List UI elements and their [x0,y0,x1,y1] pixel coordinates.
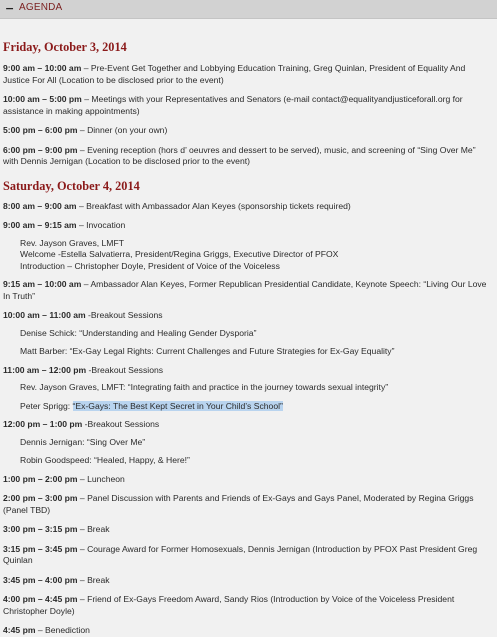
speaker-line [20,401,493,413]
entry-time: 1:00 pm – 2:00 pm [3,473,78,484]
entry-text: – Meetings with your Representatives and Senators (e-mail contact@equalityandjusticeforall.org for assistance in making appointments) [3,94,463,116]
entry-text: – Friend of Ex-Gays Freedom Award, Sandy Rios (Introduction by Voice of the Voiceless President Christopher Doyle) [3,594,455,616]
entry-text: – Invocation [76,220,126,230]
agenda-entry [3,524,493,536]
entry-time: 3:45 pm – 4:00 pm [3,574,78,585]
entry-text: – Courage Award for Former Homosexuals, Dennis Jernigan (Introduction by PFOX Past President Greg Quinlan [3,543,478,565]
agenda-entry [3,474,493,486]
entry-time: 10:00 am – 5:00 pm [3,94,82,104]
agenda-entry [3,94,493,117]
agenda-entry [3,575,493,587]
agenda-entry [3,419,493,431]
speaker-line: Matt Barber: “Ex-Gay Legal Rights: Current Challenges and Future Strategies for Ex-Gay Equality” [20,346,395,356]
minus-icon[interactable]: − [5,2,15,15]
agenda-entry [3,279,493,302]
entry-time: 3:15 pm – 3:45 pm [3,543,78,554]
entry-time: 2:00 pm – 3:00 pm [3,493,78,503]
entry-text: – Dinner (on your own) [77,125,168,135]
entry-text: – Benediction [35,625,90,635]
speaker-line: Rev. Jayson Graves, LMFT [20,237,124,248]
agenda-entry [3,125,493,137]
entry-time: 9:00 am – 10:00 am [3,63,82,73]
entry-text: -Breakout Sessions [85,310,163,320]
agenda-content [0,19,497,635]
entry-text: – Pre-Event Get Together and Lobbying Education Training, Greg Quinlan, President of Equality And Justice For All (Location to be disclosed prior to the event) [3,63,466,85]
agenda-entry [3,310,493,322]
agenda-title: AGENDA [19,2,63,13]
speaker-line: Robin Goodspeed: “Healed, Happy, & Here!” [20,455,190,465]
entry-text: – Luncheon [77,473,125,484]
agenda-entry [3,63,493,86]
agenda-entry [3,493,493,516]
entry-time: 9:00 am – 9:15 am [3,220,77,230]
entry-text: – Ambassador Alan Keyes, Former Republican Presidential Candidate, Keynote Speech: “Living Our Love In Truth” [3,279,487,301]
agenda-entry [3,594,493,617]
entry-time: 11:00 am – 12:00 pm [3,364,87,375]
speaker-line: Welcome -Estella Salvatierra, President/Regina Griggs, Executive Director of PFOX [20,249,339,259]
agenda-entry [3,625,493,637]
speaker-line: Introduction – Christopher Doyle, President of Voice of the Voiceless [20,260,280,271]
entry-time: 10:00 am – 11:00 am [3,310,86,320]
entry-time: 4:45 pm [3,625,36,635]
entry-time: 12:00 pm – 1:00 pm [3,419,83,429]
entry-time: 5:00 pm – 6:00 pm [3,125,78,135]
selected-text[interactable]: “Ex-Gays: The Best Kept Secret in Your Child’s School” [72,400,283,411]
entry-text: – Panel Discussion with Parents and Friends of Ex-Gays and Gays Panel, Moderated by Regina Griggs (Panel TBD) [3,493,474,515]
entry-text: – Break [77,524,110,534]
agenda-entry [3,365,493,377]
day-heading: Saturday, October 4, 2014 [3,178,140,193]
entry-text: – Break [77,574,110,585]
speaker-line: Denise Schick: “Understanding and Healing Gender Dysporia” [20,327,257,338]
day-heading: Friday, October 3, 2014 [3,40,127,54]
entry-time: 8:00 am – 9:00 am [3,200,77,211]
entry-time: 6:00 pm – 9:00 pm [3,144,78,155]
entry-time: 9:15 am – 10:00 am [3,279,82,289]
speaker-line: Dennis Jernigan: “Sing Over Me” [20,436,146,447]
entry-time: 3:00 pm – 3:15 pm [3,524,78,534]
entry-text: -Breakout Sessions [86,364,164,375]
speaker-line: Rev. Jayson Graves, LMFT: “Integrating faith and practice in the journey towards sexual integrity” [20,382,389,392]
agenda-entry [3,544,493,567]
speaker-prefix: Peter Sprigg: [20,400,73,411]
entry-text: – Breakfast with Ambassador Alan Keyes (sponsorship tickets required) [76,200,351,211]
agenda-entry [3,201,493,213]
entry-text: -Breakout Sessions [82,419,160,429]
entry-text: – Evening reception (hors d’ oeuvres and dessert to be served), music, and screening of “Sing Over Me” with Dennis Jernigan (Location to be disclosed prior to the event) [3,144,476,166]
agenda-entry [3,220,493,232]
agenda-header[interactable] [0,0,497,19]
entry-time: 4:00 pm – 4:45 pm [3,594,78,604]
agenda-entry [3,145,493,168]
